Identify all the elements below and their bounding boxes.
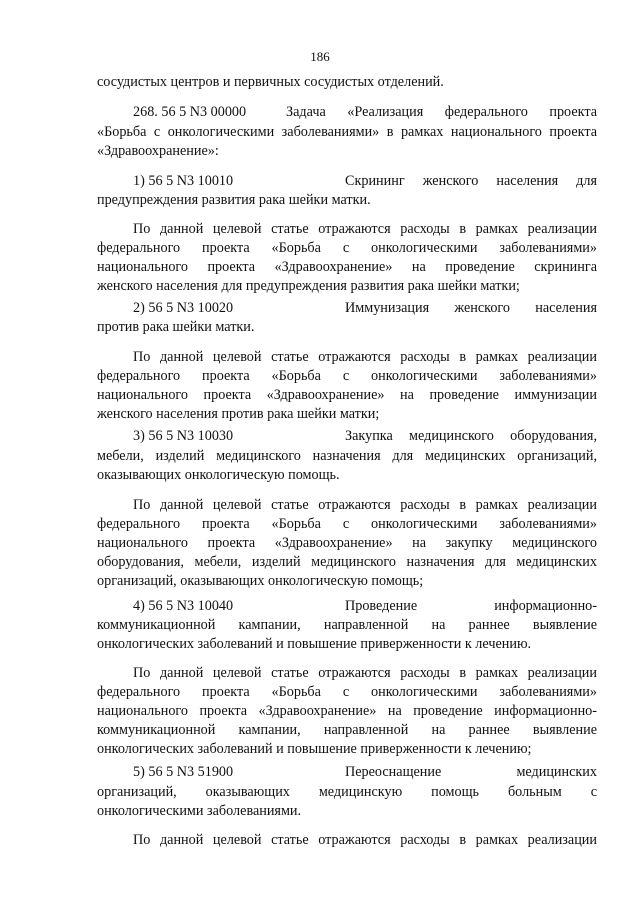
item-desc-line: женского населения против рака шейки матки;: [97, 406, 380, 422]
item-1-heading: [133, 172, 597, 190]
item-desc-line: национального проекта «Здравоохранение» на проведение иммунизации: [97, 387, 597, 403]
item-title-line: организаций, оказывающих медицинскую помощь больным с: [97, 784, 597, 800]
item-3-heading: [133, 427, 597, 445]
item-desc-line: женского населения для предупреждения развития рака шейки матки;: [97, 278, 520, 294]
item-title-first: Скрининг женского населения для: [345, 173, 597, 189]
item-title-line: против рака шейки матки.: [97, 319, 255, 335]
item-desc-line: По данной целевой статье отражаются расходы в рамках реализации: [133, 221, 597, 237]
item-desc-line: По данной целевой статье отражаются расходы в рамках реализации: [133, 832, 597, 848]
item-desc-line: организаций, оказывающих онкологическую помощь;: [97, 573, 424, 589]
item-title-line: онкологических заболеваний и повышение приверженности к лечению.: [97, 636, 532, 652]
item-desc-line: По данной целевой статье отражаются расходы в рамках реализации: [133, 497, 597, 513]
intro-tail-line: сосудистых центров и первичных сосудистых отделений.: [97, 74, 444, 90]
item-desc-line: коммуникационной кампании, направленной на раннее выявление: [97, 722, 597, 738]
item-desc-line: федерального проекта «Борьба с онкологическими заболеваниями»: [97, 684, 597, 700]
item-5-heading: [133, 763, 597, 781]
item-desc-line: По данной целевой статье отражаются расходы в рамках реализации: [133, 349, 597, 365]
item-desc-line: онкологических заболеваний и повышение приверженности к лечению;: [97, 741, 532, 757]
item-desc-line: оборудования, мебели, изделий медицинского назначения для медицинских: [97, 554, 597, 570]
item-title-line: мебели, изделий медицинского назначения для медицинских организаций,: [97, 448, 597, 464]
item-title-line: оказывающих онкологическую помощь.: [97, 467, 340, 483]
item-code: 5) 56 5 N3 51900: [133, 764, 234, 780]
task-title-first: Задача «Реализация федерального проекта: [286, 104, 597, 120]
item-code: 3) 56 5 N3 10030: [133, 428, 234, 444]
item-desc-line: федерального проекта «Борьба с онкологическими заболеваниями»: [97, 240, 597, 256]
task-title-line: «Здравоохранение»:: [97, 143, 219, 159]
item-title-line: коммуникационной кампании, направленной на раннее выявление: [97, 617, 597, 633]
item-title-line: предупреждения развития рака шейки матки.: [97, 192, 371, 208]
item-desc-line: национального проекта «Здравоохранение» на проведение информационно-: [97, 703, 597, 719]
item-title-first: Переоснащение медицинских: [345, 764, 597, 780]
task-code: 268. 56 5 N3 00000: [133, 104, 247, 120]
item-desc-line: национального проекта «Здравоохранение» на проведение скрининга: [97, 259, 597, 275]
item-code: 4) 56 5 N3 10040: [133, 598, 234, 614]
item-desc-line: федерального проекта «Борьба с онкологическими заболеваниями»: [97, 516, 597, 532]
page-number: 186: [310, 49, 330, 64]
item-desc-line: По данной целевой статье отражаются расходы в рамках реализации: [133, 665, 597, 681]
item-2-heading: [133, 299, 597, 317]
item-title-first: Закупка медицинского оборудования,: [345, 428, 597, 444]
item-title-line: онкологическими заболеваниями.: [97, 803, 302, 819]
item-title-first: Иммунизация женского населения: [345, 300, 597, 316]
item-desc-line: федерального проекта «Борьба с онкологическими заболеваниями»: [97, 368, 597, 384]
task-heading: [133, 103, 597, 121]
item-code: 1) 56 5 N3 10010: [133, 173, 234, 189]
item-title-first: Проведение информационно-: [345, 598, 597, 614]
item-desc-line: национального проекта «Здравоохранение» на закупку медицинского: [97, 535, 597, 551]
item-code: 2) 56 5 N3 10020: [133, 300, 234, 316]
item-4-heading: [133, 597, 597, 615]
task-title-line: «Борьба с онкологическими заболеваниями» в рамках национального проекта: [97, 124, 597, 140]
